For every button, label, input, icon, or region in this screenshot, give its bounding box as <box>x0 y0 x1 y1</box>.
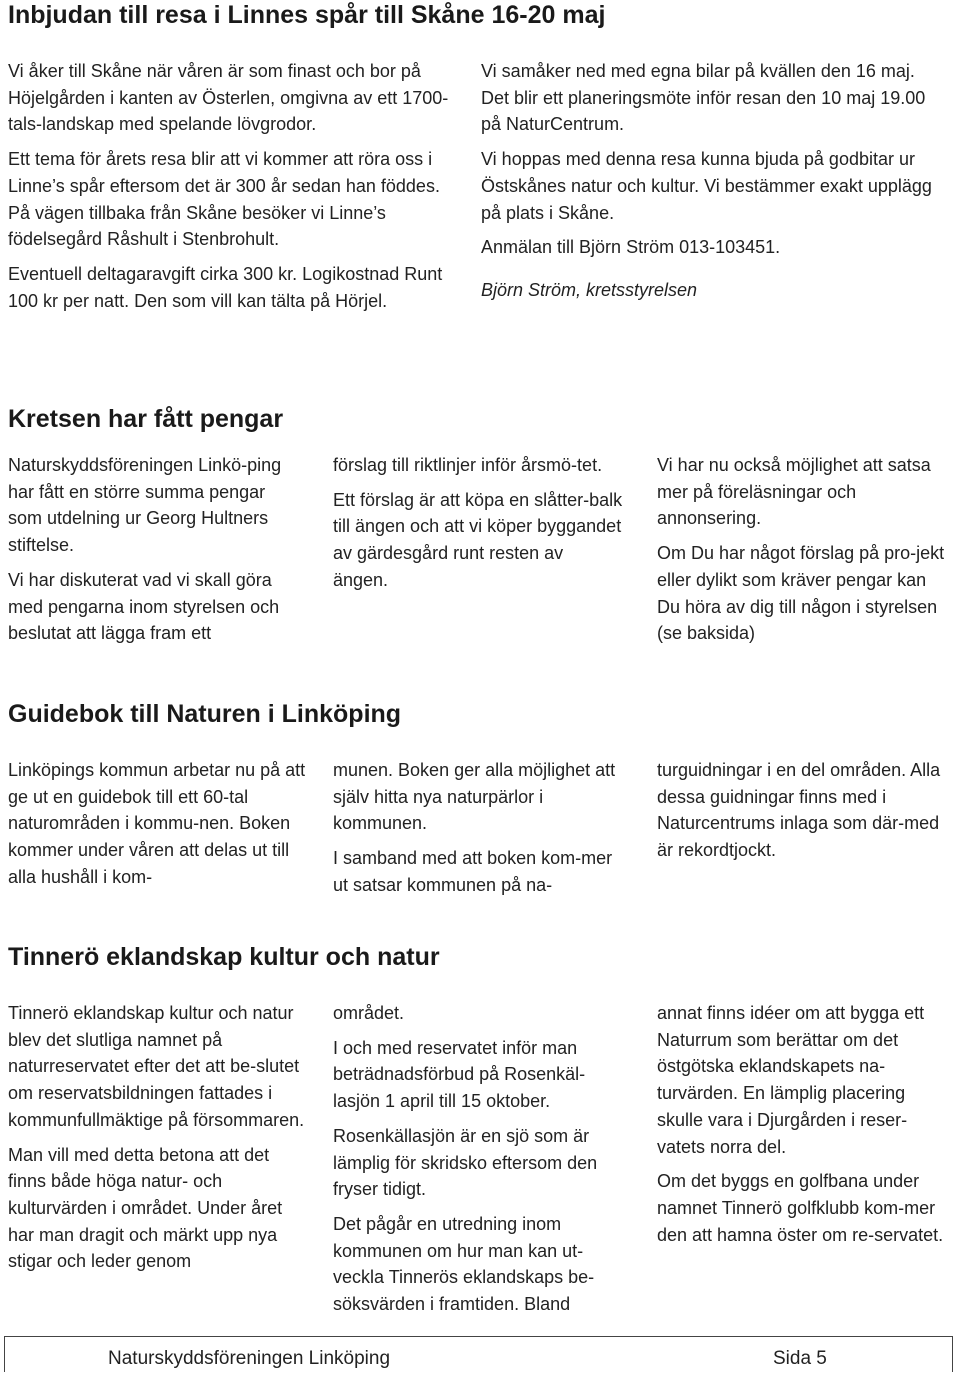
tinnero-column-3 <box>657 1000 949 1256</box>
paragraph: förslag till riktlinjer inför årsmö-tet. <box>333 455 603 475</box>
paragraph: I samband med att boken kom-mer ut satsar kommunen på na- <box>333 848 613 895</box>
section-title-guidebok: Guidebok till Naturen i Linköping <box>8 700 402 728</box>
paragraph: Om det byggs en golfbana under namnet Tinnerö golfklubb kom-mer den att hamna öster om re-servatet. <box>657 1171 944 1245</box>
resa-column-2 <box>481 58 941 312</box>
paragraph: annat finns idéer om att bygga ett Naturrum som berättar om det östgötska eklandskapets na-turvärden. En lämplig placering skulle vara i Djurgården i reser-vatets norra del. <box>657 1003 925 1157</box>
page-footer <box>4 1336 953 1372</box>
paragraph: Man vill med detta betona att det finns både höga natur- och kulturvärden i området. Under året har man dragit och märkt upp nya stigar och leder genom <box>8 1144 283 1272</box>
page-number: Sida 5 <box>773 1348 827 1369</box>
paragraph: Linköpings kommun arbetar nu på att ge ut en guidebok till ett 60-tal naturområden i kommu-nen. Boken kommer under våren att delas ut till alla hushåll i kom- <box>8 760 306 887</box>
paragraph: Vi hoppas med denna resa kunna bjuda på godbitar ur Östskånes natur och kultur. Vi bestämmer exakt upplägg på plats i Skåne. <box>481 149 932 223</box>
section-title-tinnero: Tinnerö eklandskap kultur och natur <box>8 943 440 971</box>
paragraph: Ett förslag är att köpa en slåtter-balk till ängen och att vi köper byggandet av gärdesgård runt resten av ängen. <box>333 489 623 590</box>
paragraph: Tinnerö eklandskap kultur och natur blev det slutliga namnet på naturreservatet efter det att be-slutet om reservatsbildningen fattades i kommunfullmäktige på försommaren. <box>8 1003 305 1130</box>
guidebok-column-1 <box>8 757 308 899</box>
paragraph: Ett tema för årets resa blir att vi kommer att röra oss i Linne’s spår eftersom det är 300 år sedan han föddes. På vägen tillbaka från Skåne besöker vi Linne’s födelsegård Råshult i Stenbrohult. <box>8 149 440 250</box>
paragraph: Naturskyddsföreningen Linkö-ping har fått en större summa pengar som utdelning ur Georg Hultners stiftelse. <box>8 455 282 556</box>
pengar-column-1 <box>8 452 300 655</box>
section-title-resa: Inbjudan till resa i Linnes spår till Skåne 16-20 maj <box>8 1 606 29</box>
paragraph: munen. Boken ger alla möjlighet att själv hitta nya naturpärlor i kommunen. <box>333 760 616 834</box>
paragraph: Om Du har något förslag på pro-jekt eller dylikt som kräver pengar kan Du höra av dig till någon i styrelsen (se baksida) <box>657 543 945 644</box>
section-title-pengar: Kretsen har fått pengar <box>8 405 284 433</box>
paragraph: Vi åker till Skåne när våren är som finast och bor på Höjelgården i kanten av Österlen, omgivna av ett 1700-tals-landskap med spelande lövgrodor. <box>8 61 449 135</box>
tinnero-column-1 <box>8 1000 306 1283</box>
footer-organization: Naturskyddsföreningen Linköping <box>108 1348 391 1369</box>
guidebok-column-2 <box>333 757 623 907</box>
paragraph: området. <box>333 1003 405 1023</box>
paragraph: turguidningar i en del områden. Alla dessa guidningar finns med i Naturcentrums inlaga som där-med är rekordtjockt. <box>657 760 941 861</box>
paragraph: Vi har nu också möjlighet att satsa mer på föreläsningar och annonsering. <box>657 455 931 529</box>
paragraph: Vi har diskuterat vad vi skall göra med pengarna inom styrelsen och beslutat att lägga fram ett <box>8 569 280 644</box>
guidebok-column-3 <box>657 757 952 872</box>
paragraph: Det pågår en utredning inom kommunen om hur man kan ut-veckla Tinnerös eklandskaps be-söksvärden i framtiden. Bland <box>333 1213 595 1315</box>
tinnero-column-2 <box>333 1000 623 1326</box>
paragraph: Anmälan till Björn Ström 013-103451. <box>481 237 781 258</box>
resa-column-1 <box>8 58 458 322</box>
paragraph: Rosenkällasjön är en sjö som är lämplig för skridsko eftersom den fryser tidigt. <box>333 1125 598 1200</box>
paragraph: Vi samåker ned med egna bilar på kvällen den 16 maj. Det blir ett planeringsmöte inför resan den 10 maj 19.00 på NaturCentrum. <box>481 61 926 135</box>
pengar-column-3 <box>657 452 947 655</box>
pengar-column-2 <box>333 452 623 602</box>
paragraph: Eventuell deltagaravgift cirka 300 kr. Logikostnad Runt 100 kr per natt. Den som vill kan tälta på Hörjel. <box>8 263 443 311</box>
signature: Björn Ström, kretsstyrelsen <box>481 279 698 300</box>
paragraph: I och med reservatet inför man beträdnadsförbud på Rosenkäl-lasjön 1 april till 15 oktober. <box>333 1037 586 1112</box>
